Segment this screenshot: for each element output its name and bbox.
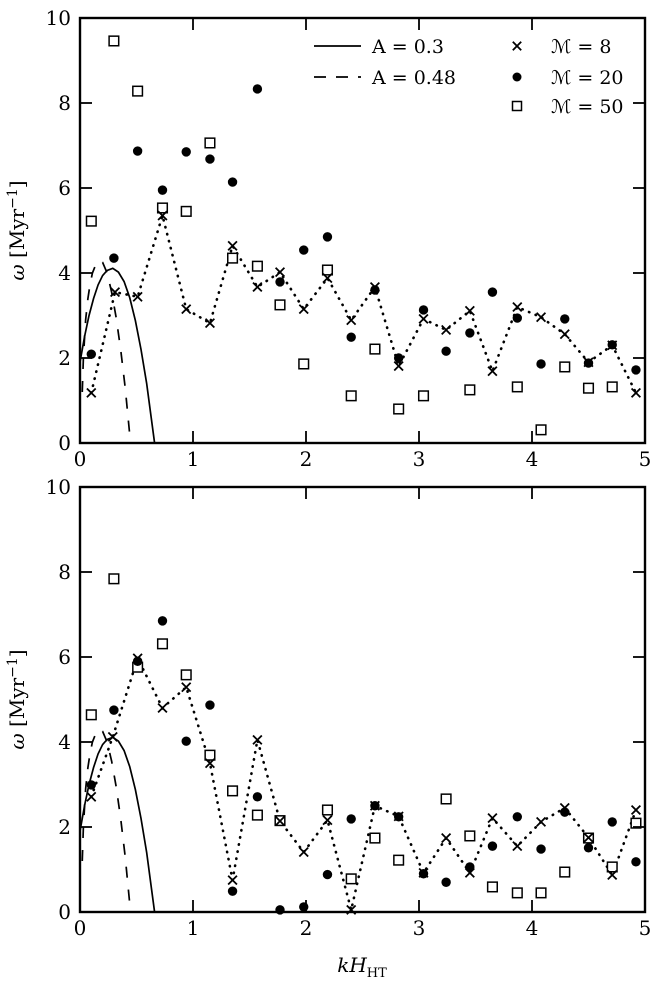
x-marker <box>87 792 96 801</box>
x-marker <box>442 326 451 335</box>
circle-marker <box>631 365 640 374</box>
x-tick-label: 0 <box>73 447 87 471</box>
dotted-trend-line <box>91 216 636 393</box>
circle-marker <box>347 332 356 341</box>
x-marker <box>347 316 356 325</box>
x-marker <box>158 704 167 713</box>
series-M8-x-markers <box>87 654 640 914</box>
x-marker <box>299 848 308 857</box>
square-marker <box>560 362 570 372</box>
x-marker <box>632 806 641 815</box>
x-marker <box>182 683 191 692</box>
circle-marker <box>560 314 569 323</box>
circle-marker <box>299 245 308 254</box>
circle-marker <box>133 146 142 155</box>
square-marker <box>607 862 617 872</box>
series-M50-open-squares <box>87 36 618 434</box>
x-tick-label: 2 <box>299 916 313 940</box>
square-marker <box>205 138 215 148</box>
x-marker <box>299 305 308 314</box>
square-marker <box>109 574 119 584</box>
circle-marker <box>109 705 118 714</box>
circle-marker <box>513 313 522 322</box>
circle-marker <box>299 902 308 911</box>
panel-border <box>80 487 645 912</box>
x-marker <box>228 241 237 250</box>
x-marker <box>488 814 497 823</box>
square-marker <box>253 261 263 271</box>
square-marker <box>299 359 309 369</box>
bottom-panel <box>5 475 651 940</box>
circle-marker <box>323 870 332 879</box>
legend-label: ℳ = 50 <box>551 96 624 118</box>
square-marker <box>87 216 97 226</box>
x-marker <box>228 876 237 885</box>
series-M20-filled-circles <box>87 616 641 914</box>
x-marker <box>560 330 569 339</box>
x-marker <box>276 268 285 277</box>
x-marker <box>513 303 522 312</box>
circle-marker <box>394 353 403 362</box>
solid-curve-A0.3 <box>80 737 155 912</box>
square-marker <box>228 786 238 796</box>
x-marker <box>253 735 262 744</box>
circle-marker <box>205 154 214 163</box>
x-marker <box>87 388 96 397</box>
circle-marker <box>253 84 262 93</box>
square-marker <box>536 425 546 435</box>
circle-marker <box>608 817 617 826</box>
y-tick-label: 10 <box>45 475 71 499</box>
x-tick-label: 5 <box>638 916 652 940</box>
dotted-trend-line <box>91 658 636 910</box>
y-axis-label: ω [Myr$^{-1}$] <box>5 180 29 281</box>
square-marker <box>346 874 356 884</box>
legend-label: ℳ = 8 <box>551 36 612 58</box>
series-M20-filled-circles <box>87 84 641 374</box>
square-marker <box>394 855 404 865</box>
circle-marker <box>488 841 497 850</box>
circle-marker <box>275 277 284 286</box>
square-marker <box>275 300 285 310</box>
x-marker <box>442 834 451 843</box>
circle-marker <box>182 147 191 156</box>
square-marker <box>513 888 523 898</box>
y-tick-label: 0 <box>58 431 71 455</box>
x-marker <box>182 305 191 314</box>
legend-label: ℳ = 20 <box>551 67 624 89</box>
square-marker <box>323 805 333 815</box>
circle-marker <box>536 359 545 368</box>
y-tick-label: 2 <box>58 346 71 370</box>
y-tick-label: 6 <box>58 176 71 200</box>
square-marker <box>419 391 429 401</box>
square-marker <box>181 207 191 217</box>
square-marker <box>228 253 238 263</box>
circle-marker <box>109 253 118 262</box>
x-marker <box>537 313 546 322</box>
square-marker <box>465 385 475 395</box>
circle-marker <box>323 232 332 241</box>
square-marker <box>465 831 475 841</box>
top-panel <box>5 6 651 471</box>
legend-label: A = 0.3 <box>372 36 444 58</box>
square-marker <box>488 882 498 892</box>
x-tick-label: 3 <box>412 916 426 940</box>
square-marker <box>205 750 215 760</box>
y-tick-label: 8 <box>58 91 71 115</box>
circle-marker <box>584 843 593 852</box>
circle-marker <box>488 287 497 296</box>
x-marker <box>513 42 521 50</box>
y-tick-label: 2 <box>58 815 71 839</box>
x-marker <box>419 315 428 324</box>
circle-marker <box>419 305 428 314</box>
series-M8-x-markers <box>87 211 640 397</box>
square-marker <box>181 670 191 680</box>
square-marker <box>133 86 143 96</box>
legend <box>314 36 624 118</box>
circle-marker <box>182 736 191 745</box>
square-marker <box>158 639 168 649</box>
x-tick-label: 5 <box>638 447 652 471</box>
legend-label: A = 0.48 <box>372 67 457 89</box>
x-tick-label: 4 <box>525 447 539 471</box>
circle-marker <box>158 185 167 194</box>
x-marker <box>632 388 641 397</box>
circle-marker <box>228 177 237 186</box>
square-marker <box>513 382 523 392</box>
square-marker <box>370 344 380 354</box>
circle-marker <box>205 700 214 709</box>
square-marker <box>109 36 119 46</box>
legend-square-sample <box>513 102 522 111</box>
square-marker <box>560 867 570 877</box>
y-tick-label: 4 <box>58 730 71 754</box>
square-marker <box>607 382 617 392</box>
series-M50-open-squares <box>87 574 641 898</box>
circle-marker <box>441 347 450 356</box>
x-marker <box>537 818 546 827</box>
circle-marker <box>347 814 356 823</box>
x-tick-label: 0 <box>73 916 87 940</box>
square-marker <box>253 810 263 820</box>
x-tick-label: 4 <box>525 916 539 940</box>
square-marker <box>370 833 380 843</box>
circle-marker <box>513 812 522 821</box>
x-tick-label: 2 <box>299 447 313 471</box>
circle-marker <box>158 616 167 625</box>
x-marker <box>323 816 332 825</box>
y-tick-label: 8 <box>58 560 71 584</box>
square-marker <box>584 383 594 393</box>
circle-marker <box>253 792 262 801</box>
y-tick-label: 0 <box>58 900 71 924</box>
x-axis-label: $kH_{HT}$ <box>337 953 387 981</box>
circle-marker <box>441 878 450 887</box>
x-marker <box>513 842 522 851</box>
y-tick-label: 10 <box>45 6 71 30</box>
square-marker <box>394 404 404 414</box>
circle-marker <box>536 844 545 853</box>
square-marker <box>441 794 451 804</box>
square-marker <box>346 391 356 401</box>
y-axis-label: ω [Myr$^{-1}$] <box>5 649 29 750</box>
x-marker <box>253 283 262 292</box>
x-tick-label: 3 <box>412 447 426 471</box>
y-tick-label: 4 <box>58 261 71 285</box>
square-marker <box>87 710 97 720</box>
y-tick-label: 6 <box>58 645 71 669</box>
circle-marker <box>631 857 640 866</box>
square-marker <box>536 888 546 898</box>
x-tick-label: 1 <box>186 447 200 471</box>
x-tick-label: 1 <box>186 916 200 940</box>
legend-circle-sample <box>513 73 522 82</box>
circle-marker <box>465 328 474 337</box>
circle-marker <box>228 886 237 895</box>
square-marker <box>323 265 333 275</box>
